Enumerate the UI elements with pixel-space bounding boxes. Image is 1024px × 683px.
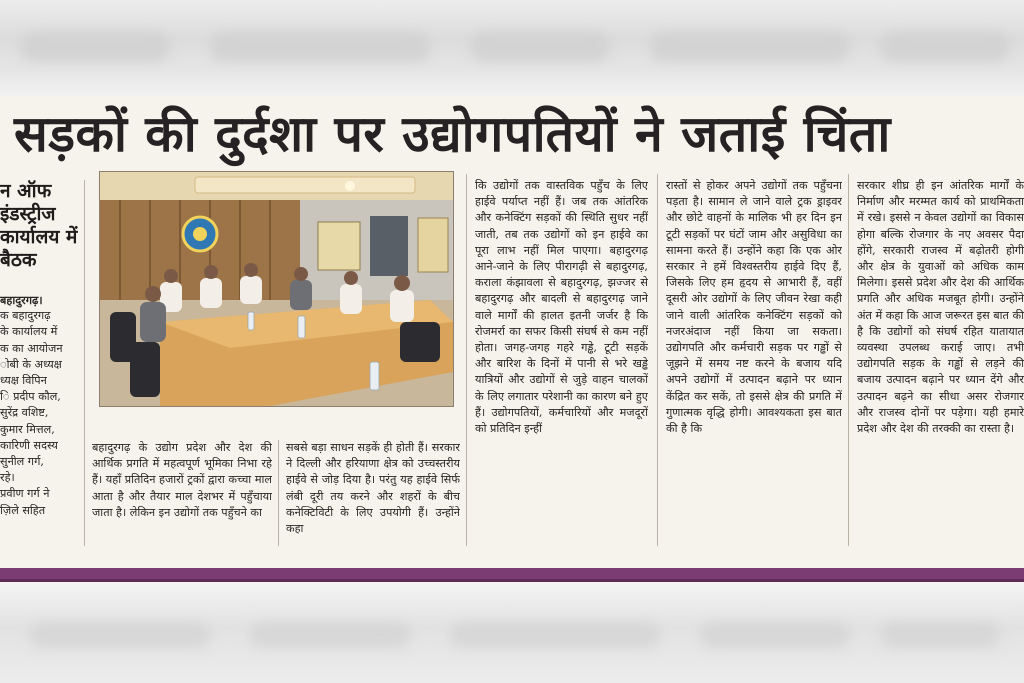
side-subheading-line: न ऑफ: [0, 180, 52, 202]
side-subheading-line: इंडस्ट्रीज: [0, 203, 56, 225]
column-divider: [84, 180, 85, 546]
meeting-photo-illustration: [100, 172, 453, 406]
text-line: रहे।: [0, 471, 15, 485]
blurred-background-top: [0, 0, 1024, 96]
dateline: बहादुरगढ़।: [0, 293, 43, 307]
text-line: प्रवीण गर्ग ने: [0, 487, 50, 501]
left-column-text: [0, 292, 80, 519]
text-line: सुरेंद्र वशिष्ट,: [0, 406, 49, 420]
blurred-background-bottom: [0, 582, 1024, 683]
column-divider: [657, 174, 658, 546]
text-line: सुनील गर्ग,: [0, 455, 44, 469]
side-subheading-line: कार्यालय में: [0, 226, 78, 248]
purple-border-strip: [0, 568, 1024, 582]
text-line: के कार्यालय में: [0, 325, 58, 339]
column-divider: [278, 440, 279, 546]
text-line: ध्यक्ष विपिन: [0, 374, 47, 388]
text-line: क बहादुरगढ़: [0, 309, 51, 323]
side-subheading: [0, 180, 96, 272]
article-column-5: सरकार शीघ्र ही इन आंतरिक मार्गों के निर्माण और मरम्मत कार्य को प्राथमिकता में रखे। इससे न केवल उद्योगों का विकास होगा बल्कि रोजगार के नए अवसर पैदा होंगे, सरकारी राजस्व में बढ़ोतरी होगी और क्षेत्र के युवाओं को अधिक काम मिलेगा। इससे प्रदेश और देश की आर्थिक प्रगति और अधिक मजबूत होगी। उन्होंने अंत में कहा कि आज जरूरत इस बात की है कि उद्योगों को संघर्ष रहित यातायात व्यवस्था उपलब्ध कराई जाए। तभी उद्योगपति सड़क के गड्ढों से लड़ने की बजाय उत्पादन बढ़ाने पर ध्यान देंगे और उत्पादन बढ़ने का सीधा असर रोजगार और राजस्व दोनों पर पड़ेगा। यही हमारे प्रदेश और देश की तरक्की का रास्ता है।: [857, 179, 1024, 436]
text-line: ोबी के अध्यक्ष: [0, 357, 62, 371]
text-line: ज़िले सहित: [0, 503, 46, 517]
text-line: ि प्रदीप कौल,: [0, 390, 61, 404]
side-subheading-line: बैठक: [0, 249, 37, 271]
article-column-1: बहादुरगढ़ के उद्योग प्रदेश और देश की आर्थिक प्रगति में महत्वपूर्ण भूमिका निभा रहे हैं। यहाँ प्रतिदिन हजारों ट्रकों द्वारा कच्चा माल आता है और तैयार माल देशभर में पहुँचाया जाता है। लेकिन इन उद्योगों तक पहुँचने का: [92, 441, 272, 519]
newspaper-clipping: [0, 96, 1024, 568]
text-line: कुमार मित्तल,: [0, 422, 55, 436]
column-divider: [466, 174, 467, 546]
article-column-2: सबसे बड़ा साधन सड़कें ही होती हैं। सरकार ने दिल्ली और हरियाणा क्षेत्र को उच्चस्तरीय हाईवे से जोड़ दिया है। परंतु यह हाईवे सिर्फ लंबी दूरी तय करने और शहरों के बीच कनेक्टिविटी के लिए उपयोगी हैं। उन्होंने कहा: [286, 441, 460, 536]
meeting-photo: [99, 171, 454, 407]
headline: सड़कों की दुर्दशा पर उद्योगपतियों ने जताई चिंता: [14, 105, 891, 163]
column-divider: [848, 174, 849, 546]
article-column-4: रास्तों से होकर अपने उद्योगों तक पहुँचना पड़ता है। सामान ले जाने वाले ट्रक ड्राइवर और छोटे वाहनों के मालिक भी हर दिन इन टूटी सड़कों पर घंटों जाम और असुविधा का सामना करते हैं। उन्होंने कहा कि एक ओर सरकार ने हमें विश्वस्तरीय हाईवे दिए हैं, जिसके लिए हम हृदय से आभारी हैं, वहीं दूसरी ओर उद्योगों के लिए जीवन रेखा कही जाने वाली आंतरिक कनेक्टिंग सड़कों को नजरअंदाज नहीं किया जा सकता। उद्योगपति और कर्मचारी सड़क पर गड्ढों से जूझने में समय नष्ट करने के बजाय यदि अपने उद्योगों में उत्पादन बढ़ाने पर ध्यान केंद्रित कर सकें, तो इससे क्षेत्र की प्रगति में गुणात्मक वृद्धि होगी। आवश्यकता इस बात की है कि: [666, 179, 842, 436]
article-column-3: कि उद्योगों तक वास्तविक पहुँच के लिए हाईवे पर्याप्त नहीं हैं। जब तक आंतरिक और कनेक्टिंग सड़कों की स्थिति सुधर नहीं जाती, तब तक उद्योगों को इन हाईवे का पूरा लाभ नहीं मिल पाएगा। बहादुरगढ़ आने-जाने के लिए पीरागढ़ी से बहादुरगढ़, कराला कंझावला से बहादुरगढ़, झज्जर से बहादुरगढ़ और बादली से बहादुरगढ़ जाने वाले मार्गों की हालत इतनी जर्जर है कि रोजमर्रा का सफर किसी संघर्ष से कम नहीं होता। जगह-जगह गहरे गड्ढे, टूटी सड़कें और बारिश के दिनों में पानी से भरे खड्ढे यात्रियों और उद्योगों से जुड़े वाहन चालकों के लिए लगातार परेशानी का कारण बने हुए हैं। उद्योगपतियों, कर्मचारियों और मजदूरों को प्रतिदिन इन्हीं: [475, 179, 648, 436]
text-line: कारिणी सदस्य: [0, 438, 58, 452]
text-line: क का आयोजन: [0, 341, 63, 355]
